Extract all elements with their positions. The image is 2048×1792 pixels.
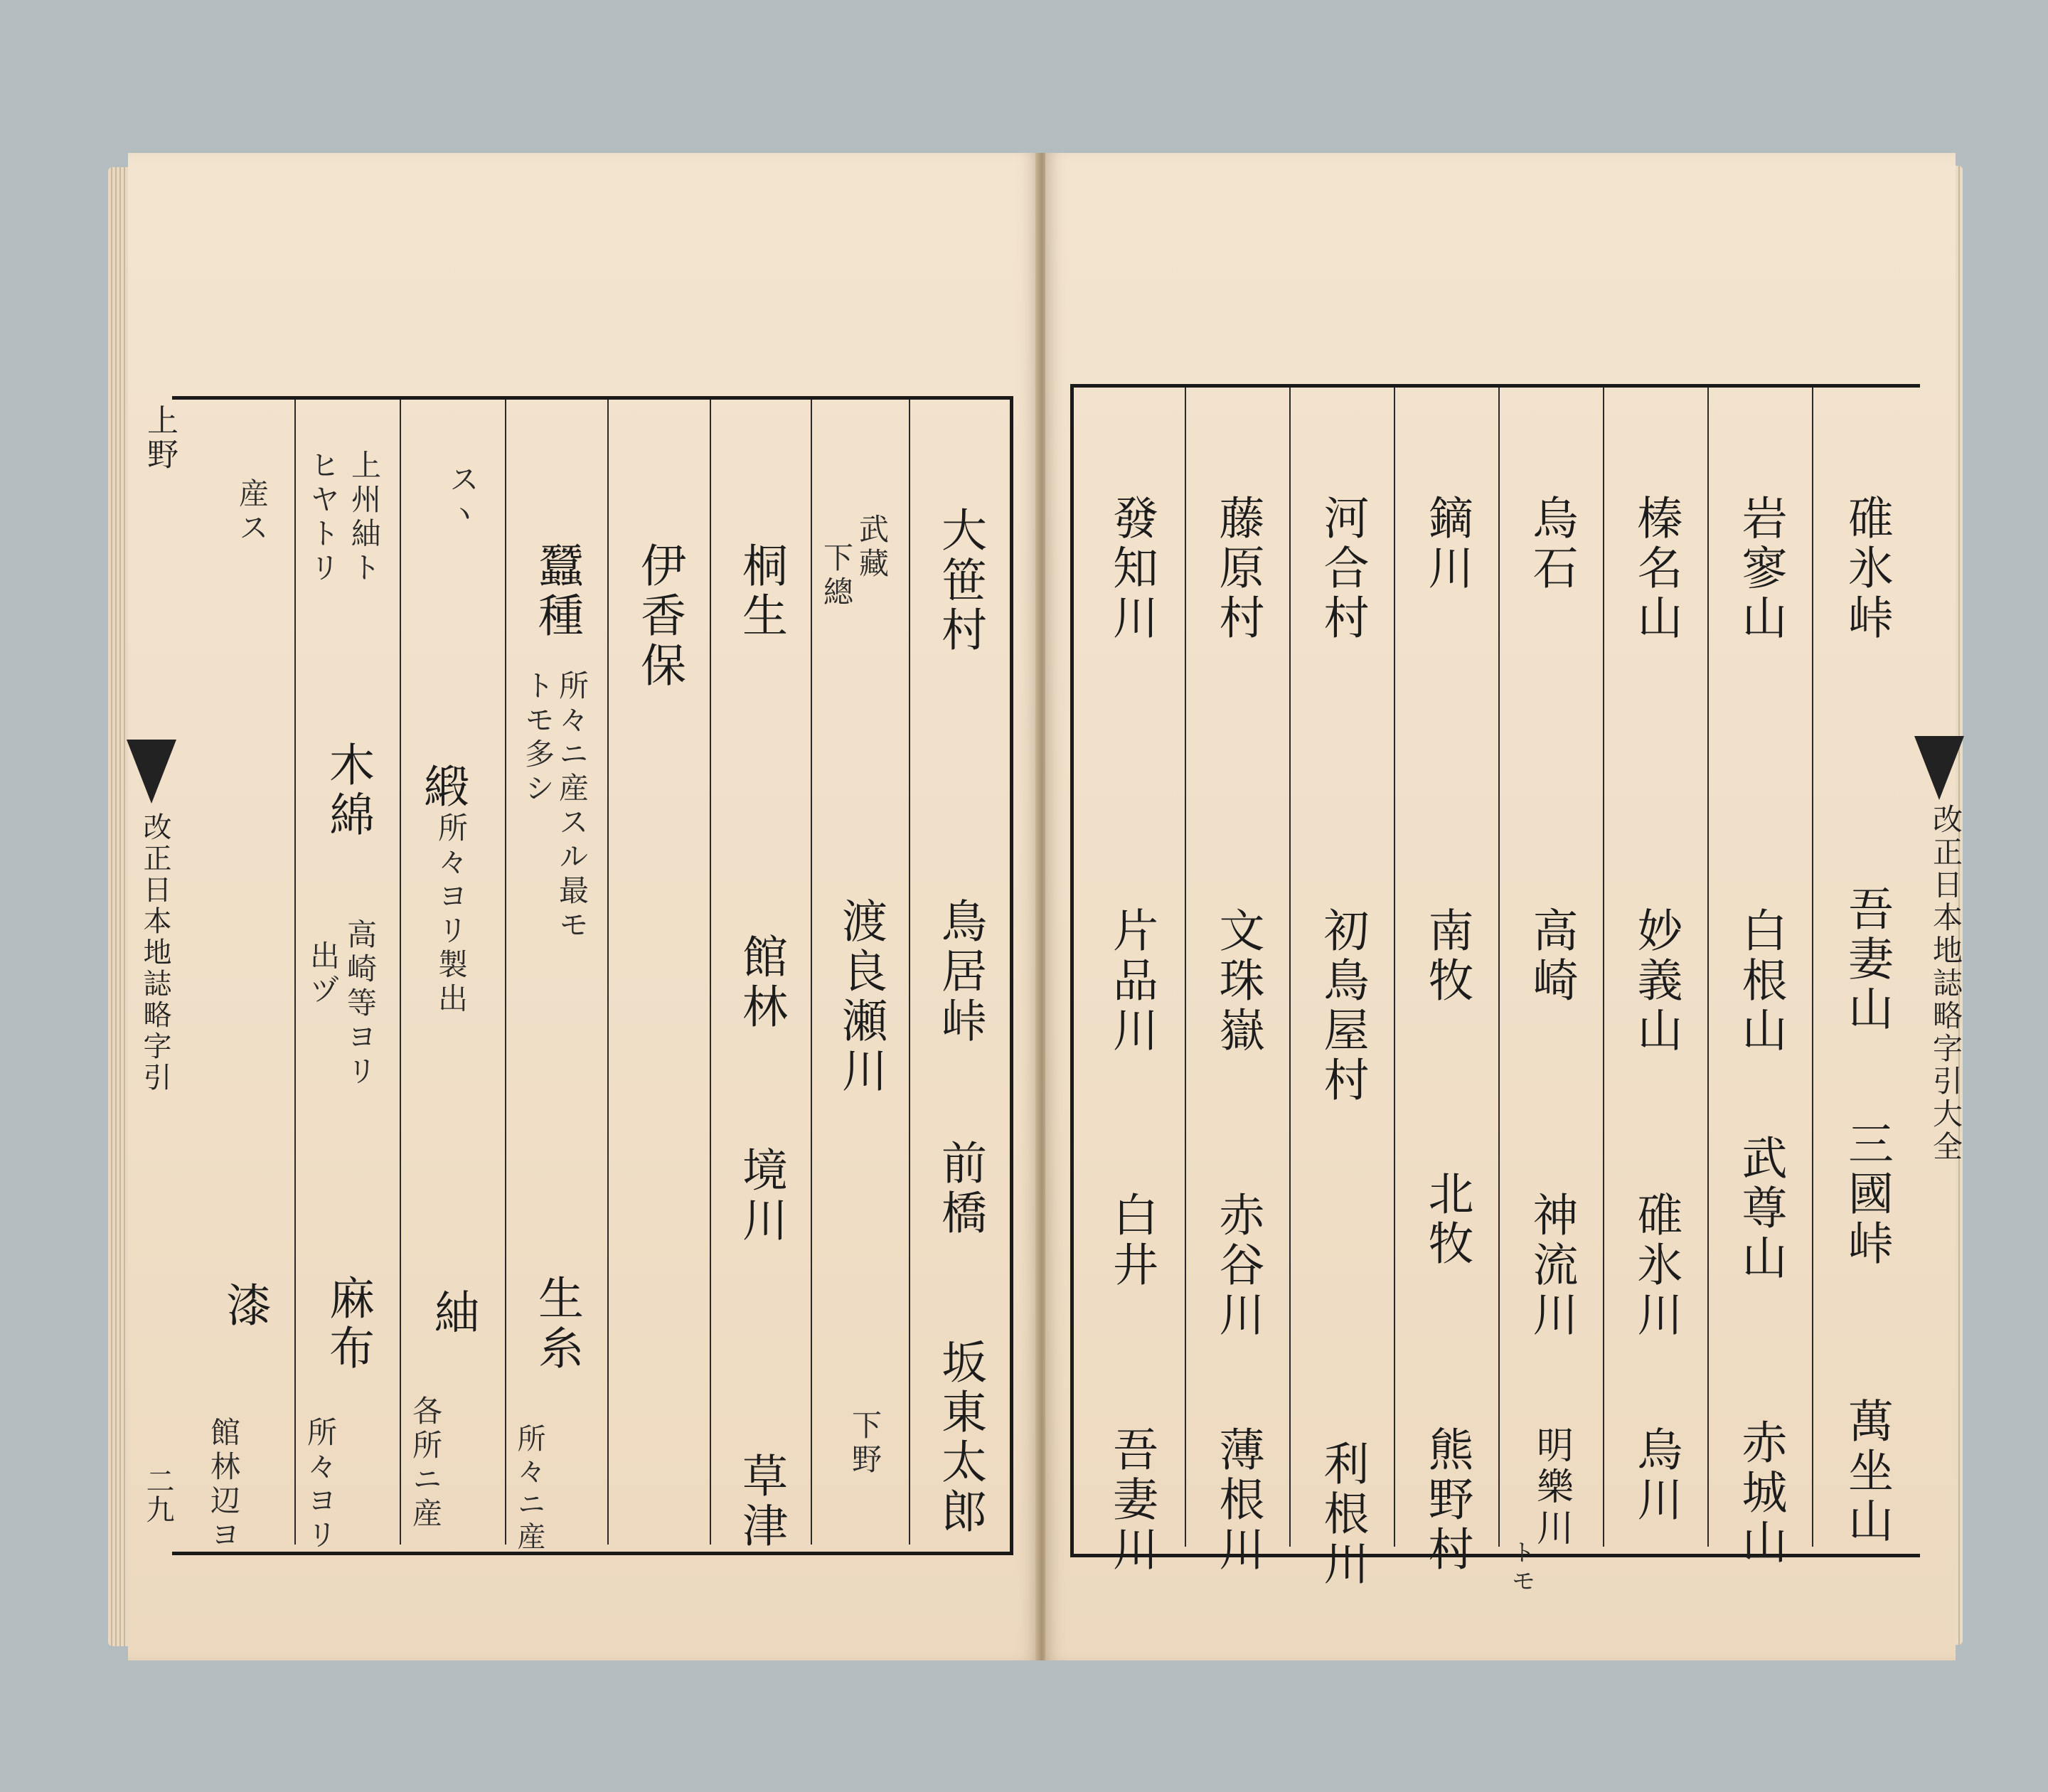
entry-fujiwara-mura: 藤原村 [1211,494,1264,644]
entry-takasaki: 高崎 [1525,907,1578,1006]
entry-hotaka-yama: 武尊山 [1734,1134,1787,1284]
entry-akagi-san: 赤城山 [1734,1419,1787,1568]
entry-maebashi: 前橋 [934,1139,986,1239]
column-4 [607,400,710,1545]
entry-kiryu: 桐生 [735,542,787,641]
column-1 [909,400,1010,1545]
entry-kitamoku: 北牧 [1420,1170,1473,1269]
column-6 [400,400,505,1545]
note-tokoro-san: 所々ニ産 [513,1424,545,1554]
entry-nanmoku: 南牧 [1420,907,1473,1006]
column-6 [1289,388,1394,1589]
note-shimotsuke: 下野 [848,1409,882,1478]
note-sansu: 産ス [235,478,270,546]
entry-usui-touge: 碓氷峠 [1840,494,1893,644]
right-page [1045,153,1963,1660]
right-columns [1074,388,1920,1596]
column-8 [195,400,294,1553]
entry-myoraku-gawa: 明樂川 [1530,1426,1573,1550]
entry-kusatsu: 草津 [735,1452,787,1552]
entry-monju-dake: 文珠嶽 [1211,907,1264,1056]
entry-kabura-gawa: 鏑川 [1420,494,1473,594]
column-1 [1812,388,1920,1547]
fish-tail-mark [127,740,176,804]
province-label: 上野 [142,404,178,472]
note-idzu: 出ヅ [306,940,341,1008]
entry-watarase-gawa: 渡良瀬川 [834,897,887,1097]
note-musashi: 武藏 [855,513,890,582]
page-number: 二九 [142,1466,174,1523]
entry-tatebayashi: 館林 [735,933,787,1033]
column-5 [505,400,607,1554]
entry-tone-gawa: 利根川 [1316,1440,1369,1589]
column-8 [1078,388,1185,1575]
column-7 [294,400,400,1553]
entry-kanna-gawa: 神流川 [1525,1191,1578,1340]
note-tokoro-yori: 所々ヨリ [303,1417,338,1553]
entry-donsu: 緞 [416,762,469,812]
entry-agatsuma-yama: 吾妻山 [1840,885,1893,1035]
column-3 [1603,388,1707,1547]
note-tokoro: 所々ニ産スル最モ [555,670,590,943]
entry-oosasamura: 大笹村 [934,506,986,656]
fish-tail-mark [1914,736,1964,800]
entry-iwashige-yama: 岩寥山 [1734,494,1787,644]
entry-urushi: 漆 [218,1281,271,1331]
entry-shirane-yama: 白根山 [1734,907,1787,1056]
entry-mikuni-touge: 三國峠 [1840,1120,1893,1269]
entry-manza-yama: 萬坐山 [1840,1397,1893,1547]
left-columns [172,400,1010,1554]
column-7 [1185,388,1289,1575]
note-joshu-tsumugi: 上州紬ト [347,449,382,586]
entry-hatsutoriya-mura: 初鳥屋村 [1316,907,1369,1106]
note-seishutsu: 所々ヨリ製出 [434,812,469,1017]
entry-usune-gawa: 薄根川 [1211,1426,1264,1575]
entry-torii-touge: 鳥居峠 [934,897,986,1047]
note-susu: スヽ [445,464,480,532]
column-3 [710,400,811,1552]
note-takasaki: 高崎等ヨリ [343,919,378,1089]
entry-kiito: 生糸 [530,1274,583,1374]
column-5 [1394,388,1498,1575]
note-tomo: トモ [1507,1540,1535,1596]
note-shimousa: 下總 [819,542,854,610]
entry-ikaho: 伊香保 [633,542,686,691]
column-4 [1498,388,1603,1596]
note-kakusho: 各所ニ産 [408,1395,443,1532]
entry-asanuno: 麻布 [321,1274,374,1374]
entry-katashina-gawa: 片品川 [1105,907,1158,1056]
column-2 [1707,388,1812,1568]
note-tatebayashi-hen: 館林辺ヨ [206,1417,241,1553]
note-tomo-oshi: トモ多シ [521,670,555,806]
entry-agatsuma-gawa: 吾妻川 [1105,1426,1158,1575]
left-page [128,153,1038,1660]
entry-bando-taro: 坂東太郎 [934,1338,986,1537]
entry-usui-gawa: 碓氷川 [1629,1191,1682,1340]
column-2 [811,400,909,1545]
entry-momen: 木綿 [321,741,374,841]
entry-kumano-mura: 熊野村 [1420,1426,1473,1575]
right-margin-column [1920,388,1963,1547]
book-title-right: 改正日本地誌略字引大全 [1929,804,1963,1163]
entry-sanshu: 蠶種 [530,542,583,641]
entry-akaya-gawa: 赤谷川 [1211,1191,1264,1340]
entry-hochi-gawa: 發知川 [1105,494,1158,644]
entry-haruna-san: 榛名山 [1629,494,1682,644]
note-hiyatori: ヒヤトリ [306,449,341,586]
entry-karasu-gawa: 烏川 [1629,1426,1682,1525]
entry-shirai: 白井 [1105,1191,1158,1291]
left-margin-column [127,400,178,1545]
entry-sakaigawa: 境川 [735,1146,787,1246]
book-title: 改正日本地誌略字引 [139,812,171,1094]
entry-kawai-mura: 河合村 [1316,494,1369,644]
open-book [128,153,1963,1660]
entry-tsumugi: 紬 [427,1289,479,1338]
entry-myogi-san: 妙義山 [1629,907,1682,1056]
entry-karasu-ishi: 烏石 [1525,494,1578,594]
